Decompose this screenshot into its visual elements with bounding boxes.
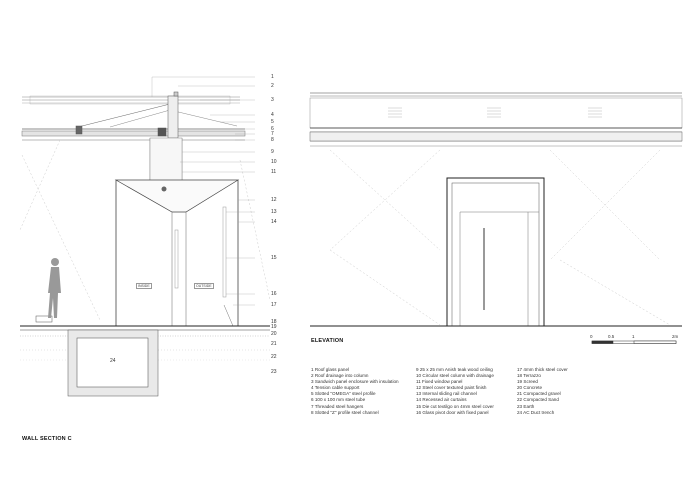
section-number: 1 bbox=[271, 74, 274, 80]
section-number: 4 bbox=[271, 112, 274, 118]
legend-item: 22 Compacted Sand bbox=[517, 397, 559, 403]
section-number: 16 bbox=[271, 291, 277, 297]
section-number: 14 bbox=[271, 219, 277, 225]
elevation-title: ELEVATION bbox=[311, 338, 344, 344]
legend-item: 10 Circular steel column with drainage bbox=[416, 373, 494, 379]
section-number: 20 bbox=[271, 331, 277, 337]
section-number: 13 bbox=[271, 209, 277, 215]
legend-item: 19 Screed bbox=[517, 379, 538, 385]
legend-column-1 bbox=[311, 367, 399, 416]
section-number: 23 bbox=[271, 369, 277, 375]
legend-item: 6 100 x 100 mm steel tube bbox=[311, 397, 366, 403]
section-number: 17 bbox=[271, 302, 277, 308]
legend-item: 11 Fixed window panel bbox=[416, 379, 463, 385]
legend-item: 18 Terrazzo bbox=[517, 373, 541, 379]
outside-label: OUTSIDE bbox=[196, 284, 212, 288]
legend-item: 16 Glass pivot door with fixed panel bbox=[416, 409, 489, 415]
legend-item: 15 Die cut textilgo on 4mm steel cover bbox=[416, 403, 494, 409]
section-number: 11 bbox=[271, 169, 277, 175]
scale-label: 0 bbox=[590, 334, 593, 339]
legend-item: 23 Earth bbox=[517, 403, 535, 409]
legend-item: 4 Tension cable support bbox=[311, 385, 360, 391]
section-number: 6 bbox=[271, 126, 274, 132]
scale-label: 2m bbox=[672, 334, 679, 339]
legend-item: 13 Internal sliding rail channel bbox=[416, 391, 477, 397]
section-number: 19 bbox=[271, 324, 277, 330]
section-number: 2 bbox=[271, 83, 274, 89]
legend-item: 5 Slotted "OMEGA" steel profile bbox=[311, 391, 376, 397]
legend-item: 8 Slotted "Z" profile steel channel bbox=[311, 409, 379, 415]
wall-section-drawing bbox=[20, 77, 270, 396]
section-number: 9 bbox=[271, 149, 274, 155]
section-number: 18 bbox=[271, 319, 277, 325]
section-number: 15 bbox=[271, 255, 277, 261]
legend-item: 12 Steel cover textured paint finish bbox=[416, 385, 487, 391]
wall-section-title: WALL SECTION C bbox=[22, 436, 72, 442]
legend-item: 24 AC Duct trench bbox=[517, 409, 555, 415]
person-silhouette bbox=[48, 258, 61, 318]
scale-bar bbox=[592, 341, 676, 344]
legend-item: 21 Compacted gravel bbox=[517, 391, 561, 397]
inside-label: INSIDE bbox=[138, 284, 150, 288]
section-number: 10 bbox=[271, 159, 277, 165]
legend-item: 20 Concrete bbox=[517, 385, 543, 391]
legend-item: 17 4mm thick steel cover bbox=[517, 367, 568, 372]
ac-duct-trench-label: 24 bbox=[110, 358, 116, 364]
section-number: 21 bbox=[271, 341, 277, 347]
section-number: 7 bbox=[271, 131, 274, 137]
section-number: 3 bbox=[271, 97, 274, 103]
legend-item: 1 Roof glass panel bbox=[311, 367, 350, 372]
legend-column-3 bbox=[517, 367, 568, 416]
section-number: 12 bbox=[271, 197, 277, 203]
section-number: 22 bbox=[271, 354, 277, 360]
legend-item: 9 25 x 25 mm Anish teak wood ceiling bbox=[416, 367, 493, 372]
legend-item: 2 Roof drainage into column bbox=[311, 373, 369, 379]
legend-item: 3 Sandwich panel enclosure with insulation bbox=[311, 379, 399, 385]
scale-label: 0.5 bbox=[608, 334, 615, 339]
elevation-drawing bbox=[310, 93, 682, 326]
section-number: 5 bbox=[271, 119, 274, 125]
legend-column-2 bbox=[416, 367, 494, 416]
scale-label: 1 bbox=[632, 334, 635, 339]
legend-item: 7 Threaded steel hangers bbox=[311, 403, 364, 409]
legend-item: 14 Recessed air curtains bbox=[416, 397, 467, 403]
section-number: 8 bbox=[271, 137, 274, 143]
